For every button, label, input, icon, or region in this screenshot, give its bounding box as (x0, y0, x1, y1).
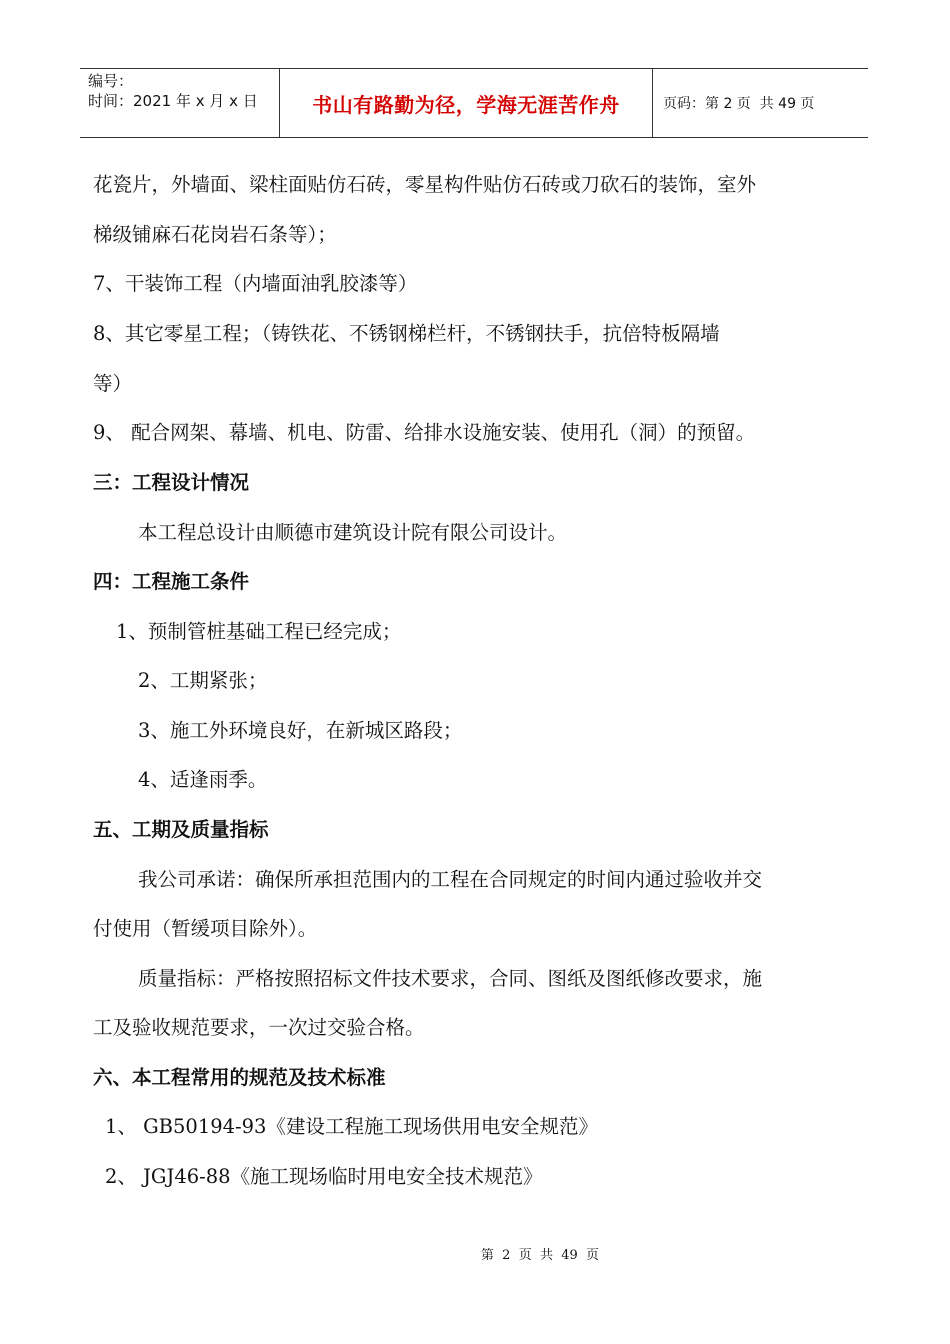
list-item: 4、适逢雨季。 (138, 768, 268, 791)
section-paragraph: 付使用（暂缓项目除外）。 (93, 917, 318, 940)
section-paragraph: 本工程总设计由顺德市建筑设计院有限公司设计。 (138, 521, 568, 544)
document-date: 时间：2021 年 x 月 x 日 (88, 92, 258, 110)
list-item: 2、工期紧张； (138, 669, 268, 692)
list-item: 1、预制管桩基础工程已经完成； (116, 620, 402, 643)
body-line: 花瓷片，外墙面、梁柱面贴仿石砖，零星构件贴仿石砖或刀砍石的装饰，室外 (93, 173, 757, 196)
section-heading: 三：工程设计情况 (93, 471, 250, 494)
header-page-info: 页码：第 2 页 共 49 页 (663, 96, 815, 112)
section-heading: 五、工期及质量指标 (93, 818, 269, 841)
body-line: 8、其它零星工程；（铸铁花、不锈钢梯栏杆，不锈钢扶手，抗倍特板隔墙 (93, 322, 720, 345)
section-paragraph: 我公司承诺：确保所承担范围内的工程在合同规定的时间内通过验收并交 (138, 868, 763, 891)
document-number-label: 编号： (88, 72, 134, 90)
list-item: 3、施工外环境良好，在新城区路段； (138, 719, 463, 742)
header-page-cell (653, 69, 868, 137)
list-item: 2、 JGJ46-88《施工现场临时用电安全技术规范》 (105, 1165, 543, 1188)
body-line: 等） (93, 372, 133, 395)
section-heading: 四：工程施工条件 (93, 570, 250, 593)
header-motto-cell (280, 69, 653, 137)
header-meta-cell (80, 69, 280, 137)
page-footer: 第 2 页 共 49 页 (480, 1248, 600, 1263)
document-header (80, 68, 868, 138)
body-line: 9、 配合网架、幕墙、机电、防雷、给排水设施安装、使用孔（洞）的预留。 (93, 421, 756, 444)
body-line: 梯级铺麻石花岗岩石条等）； (93, 223, 337, 246)
section-paragraph: 质量指标：严格按照招标文件技术要求，合同、图纸及图纸修改要求，施 (138, 967, 763, 990)
section-heading: 六、本工程常用的规范及技术标准 (93, 1066, 386, 1089)
section-paragraph: 工及验收规范要求，一次过交验合格。 (93, 1016, 425, 1039)
body-line: 7、干装饰工程（内墙面油乳胶漆等） (93, 272, 418, 295)
list-item: 1、 GB50194-93《建设工程施工现场供用电安全规范》 (105, 1115, 598, 1138)
header-motto: 书山有路勤为径，学海无涯苦作舟 (312, 92, 620, 117)
